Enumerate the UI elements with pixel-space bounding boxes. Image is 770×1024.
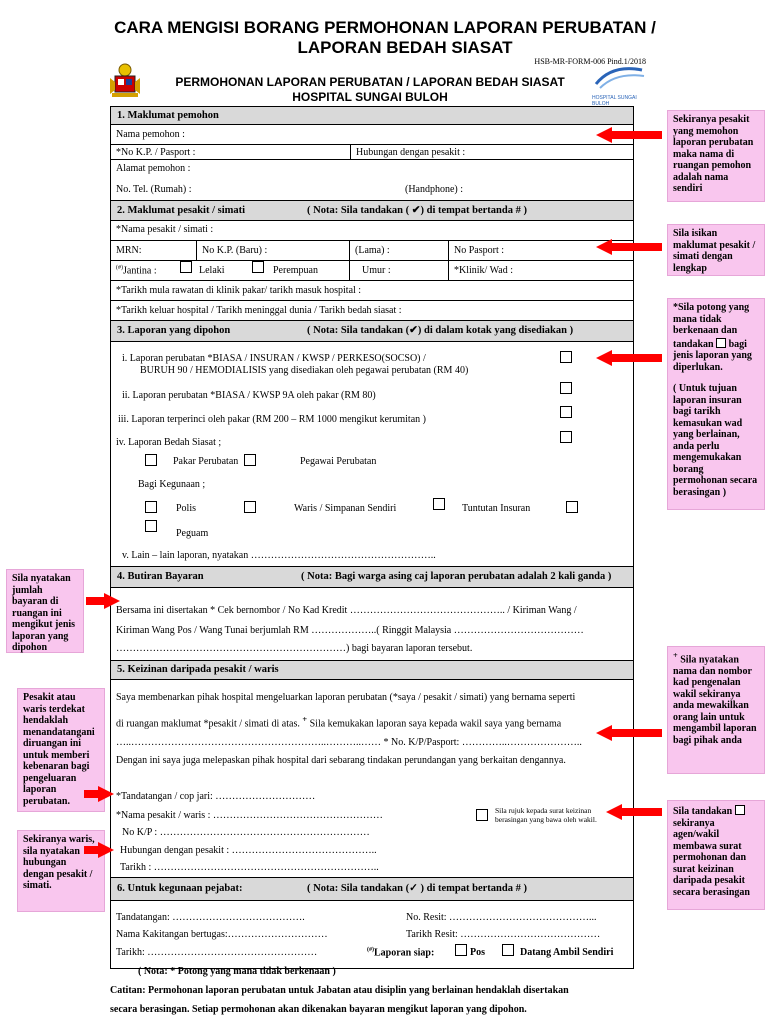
callout-applicant: Sekiranya pesakit yang memohon laporan perubatan maka nama di ruangan pemohon adalah nama sendiri (667, 110, 765, 202)
callout-report-type-text-b: bagi jenis laporan yang diperlukan. (673, 338, 752, 373)
callout-separate-consent (667, 800, 765, 910)
age-label: Umur : (362, 265, 391, 276)
patient-name-label: *Nama pesakit / simati : (116, 224, 214, 235)
female-label: Perempuan (273, 265, 318, 276)
section-3-heading (111, 321, 633, 341)
police-checkbox[interactable] (145, 501, 157, 513)
consent-line-2-text: di ruangan maklumat *pesakit / simati di atas. (116, 718, 300, 730)
report-ready-label (367, 947, 434, 958)
callout-separate-consent-text-b: sekiranya agen/wakil membawa surat permohonan dan surat keizinan daripada pesakit secara berasingan (673, 817, 750, 898)
section-1-heading (111, 107, 633, 124)
gender-mark: (#) (116, 265, 123, 271)
police-label: Polis (176, 503, 197, 514)
form-header-line-1: PERMOHONAN LAPORAN PERUBATAN / LAPORAN BEDAH SIASAT (175, 75, 565, 89)
separate-consent-note-2: berasingan yang bawa oleh wakil. (495, 815, 597, 824)
arrow-right-icon (86, 593, 120, 609)
section-4-heading (111, 567, 633, 587)
heirs-label: Waris / Simpanan Sendiri (294, 503, 397, 514)
section-3-note: ( Nota: Sila tandakan (✔) di dalam kotak yang disediakan ) (307, 325, 574, 336)
callout-payment: Sila nyatakan jumlah bayaran di ruangan ini mengikut jenis laporan yang dipohon (6, 569, 84, 653)
payment-line-1: Bersama ini disertakan * Cek bernombor / No Kad Kredit ……………………………………….. / Kiriman Wang / (116, 605, 577, 616)
gender-label (116, 265, 157, 276)
document-title (0, 18, 770, 58)
title-line-2: LAPORAN BEDAH SIASAT (297, 38, 513, 57)
usage-label: Bagi Kegunaan ; (138, 479, 206, 490)
handphone-label: (Handphone) : (405, 184, 464, 195)
form-code: HSB-MR-FORM-006 Pind.1/2018 (534, 57, 646, 66)
applicant-name-label: Nama pemohon : (116, 129, 185, 140)
callout-representative-text: Sila nyatakan nama dan nombor kad pengenalan wakil sekiranya anda mewakilkan orang lain untuk mengambil laporan bagi pihak anda (673, 654, 757, 746)
heirs-checkbox[interactable] (244, 501, 256, 513)
lawyer-label: Peguam (176, 528, 209, 539)
arrow-left-icon (596, 239, 662, 255)
callout-patient-info: Sila isikan maklumat pesakit / simati dengan lengkap (667, 224, 765, 276)
section-2-heading (111, 201, 633, 220)
insurance-claim-checkbox[interactable] (433, 498, 445, 510)
applicant-address-label: Alamat pemohon : (116, 163, 191, 174)
relationship-label: Hubungan dengan pesakit : (356, 147, 466, 158)
arrow-right-icon (84, 842, 114, 858)
patient-heir-name-label: *Nama pesakit / waris : …………………………………………… (116, 810, 383, 821)
section-1-title: 1. Maklumat pemohon (117, 110, 219, 121)
report-option-4-checkbox[interactable] (560, 431, 572, 443)
arrow-left-icon (596, 127, 662, 143)
post-label: Pos (470, 947, 485, 958)
section-4-title: 4. Butiran Bayaran (117, 571, 204, 582)
report-option-1-detail: BURUH 90 / HEMODIALISIS yang disediakan oleh pegawai perubatan (RM 40) (140, 365, 469, 376)
section-4-note: ( Nota: Bagi warga asing caj laporan perubatan adalah 2 kali ganda ) (301, 571, 612, 582)
callout-representative (667, 646, 765, 774)
medical-officer-checkbox[interactable] (244, 454, 256, 466)
signature-label: *Tandatangan / cop jari: ………………………… (116, 791, 316, 802)
office-signature-label: Tandatangan: …………………………………. (116, 912, 305, 923)
receipt-date-label: Tarikh Resit: …………………………………… (406, 929, 601, 940)
section-5-title: 5. Keizinan daripada pesakit / waris (117, 664, 279, 675)
gender-text: Jantina : (123, 265, 157, 277)
self-collect-label: Datang Ambil Sendiri (520, 947, 614, 958)
hospital-logo (592, 64, 646, 107)
callout-separate-consent-text-a: Sila tandakan (673, 806, 733, 817)
footer-remark-1: Catitan: Permohonan laporan perubatan untuk Jabatan atau disiplin yang berlainan hendaklah disertakan (110, 985, 569, 996)
staff-name-label: Nama Kakitangan bertugas:………………………… (116, 929, 328, 940)
footer-remark-2: secara berasingan. Setiap permohonan akan dikenakan bayaran mengikut laporan yang dipohon. (110, 1004, 527, 1015)
section-5-heading (111, 661, 633, 679)
male-checkbox[interactable] (180, 261, 192, 273)
consent-line-3: …..…………………………………………………..………..…… * No. K/P/Pasport: …………..………………….. (116, 737, 582, 748)
report-option-1-checkbox[interactable] (560, 351, 572, 363)
section-6-title: 6. Untuk kegunaan pejabat: (117, 883, 243, 894)
report-ready-text: Laporan siap: (374, 947, 435, 959)
female-checkbox[interactable] (252, 261, 264, 273)
report-option-3: iii. Laporan terperinci oleh pakar (RM 200 – RM 1000 mengikut kerumitan ) (118, 414, 426, 425)
callout-signature: Pesakit atau waris terdekat hendaklah menandatangani diruangan ini untuk memberi kebenaran bagi pengeluaran laporan perubatan. (17, 688, 105, 812)
payment-line-2: Kiriman Wang Pos / Wang Tunai berjumlah RM ………………..( Ringgit Malaysia ………………………………… (116, 625, 584, 636)
callout-separate-consent-box-icon (735, 805, 745, 815)
new-ic-label: No K.P. (Baru) : (202, 245, 268, 256)
report-option-4: iv. Laporan Bedah Siasat ; (116, 437, 222, 448)
post-checkbox[interactable] (455, 944, 467, 956)
report-option-1: i. Laporan perubatan *BIASA / INSURAN / KWSP / PERKESO(SOCSO) / (122, 353, 426, 364)
home-phone-label: No. Tel. (Rumah) : (116, 184, 192, 195)
consent-line-4: Dengan ini saya juga melepaskan pihak hospital dari sebarang tindakan perundangan yang berkaitan dengannya. (116, 755, 566, 766)
separate-consent-note (495, 806, 597, 824)
callout-representative-plus: + (673, 651, 678, 660)
hospital-swoosh-icon (592, 64, 646, 90)
hospital-logo-text: HOSPITAL SUNGAI BULOH (592, 95, 637, 107)
callout-report-type-box-icon (716, 338, 726, 348)
report-option-2: ii. Laporan perubatan *BIASA / KWSP 9A oleh pakar (RM 80) (122, 390, 376, 401)
form-header-line-2: HOSPITAL SUNGAI BULOH (292, 90, 448, 104)
section-2-note: ( Nota: Sila tandakan ( ✔) di tempat bertanda # ) (307, 205, 527, 216)
callout-report-type-text-c: ( Untuk tujuan laporan insuran bagi tarikh kemasukan wad yang berlainan, anda perlu mengemukakan borang permohonan secara berasingan ) (673, 383, 758, 498)
consent-line-1: Saya membenarkan pihak hospital mengeluarkan laporan perubatan (*saya / pesakit / simati) yang bernama seperti (116, 692, 576, 703)
consent-plus-mark: + (302, 715, 308, 724)
heir-relationship-label: Hubungan dengan pesakit : …………………………………….. (120, 845, 377, 856)
callout-report-type-text-a: *Sila potong yang mana tidak berkenaan dan tandakan (673, 302, 750, 350)
arrow-left-icon (606, 804, 662, 820)
section-6-heading (111, 878, 633, 900)
mrn-label: MRN: (116, 245, 142, 256)
report-ready-mark: (#) (367, 947, 374, 953)
office-date-label: Tarikh: …………………………………………… (116, 947, 318, 958)
specialist-label: Pakar Perubatan (173, 456, 239, 467)
payment-line-3: ……………………………………………………………) bagi bayaran laporan tersebut. (116, 643, 473, 654)
report-option-3-checkbox[interactable] (560, 406, 572, 418)
form-header (150, 75, 590, 105)
male-label: Lelaki (199, 265, 225, 276)
callout-heir: Sekiranya waris, sila nyatakan hubungan dengan pesakit / simati. (17, 830, 105, 912)
section-3-title: 3. Laporan yang dipohon (117, 325, 231, 336)
medical-officer-label: Pegawai Perubatan (300, 456, 377, 467)
insurance-claim-extra-checkbox[interactable] (566, 501, 578, 513)
separate-consent-note-1: Sila rujuk kepada surat keizinan (495, 806, 592, 815)
separate-consent-checkbox[interactable] (476, 809, 488, 821)
old-ic-label: (Lama) : (355, 245, 390, 256)
specialist-checkbox[interactable] (145, 454, 157, 466)
arrow-left-icon (596, 350, 662, 366)
arrow-right-icon (84, 786, 114, 802)
other-report-label: v. Lain – lain laporan, nyatakan ……………………………………………….. (122, 550, 436, 561)
callout-report-type (667, 298, 765, 510)
discharge-date-label: *Tarikh keluar hospital / Tarikh meninggal dunia / Tarikh bedah siasat : (116, 305, 402, 316)
applicant-ic-label: *No K.P. / Pasport : (116, 147, 196, 158)
consent-line-2 (116, 715, 561, 729)
lawyer-checkbox[interactable] (145, 520, 157, 532)
receipt-number-label: No. Resit: ……………………………………... (406, 912, 597, 923)
arrow-left-icon (596, 725, 662, 741)
admission-date-label: *Tarikh mula rawatan di klinik pakar/ tarikh masuk hospital : (116, 285, 362, 296)
malaysia-crest-icon (106, 60, 144, 100)
insurance-claim-label: Tuntutan Insuran (462, 503, 531, 514)
report-option-2-checkbox[interactable] (560, 382, 572, 394)
section-6-note: ( Nota: Sila tandakan (✓ ) di tempat bertanda # ) (307, 883, 527, 894)
self-collect-checkbox[interactable] (502, 944, 514, 956)
title-line-1: CARA MENGISI BORANG PERMOHONAN LAPORAN PERUBATAN / (114, 18, 656, 37)
heir-ic-label: No K/P : ……………………………………………………… (122, 827, 370, 838)
consent-date-label: Tarikh : ………………………………………………………….. (120, 862, 379, 873)
consent-line-2b-text: Sila kemukakan laporan saya kepada wakil saya yang bernama (309, 718, 562, 730)
section-2-title: 2. Maklumat pesakit / simati (117, 205, 246, 216)
footer-note: ( Nota: * Potong yang mana tidak berkenaan ) (138, 966, 336, 977)
clinic-ward-label: *Klinik/ Wad : (454, 265, 514, 276)
passport-label: No Pasport : (454, 245, 504, 256)
